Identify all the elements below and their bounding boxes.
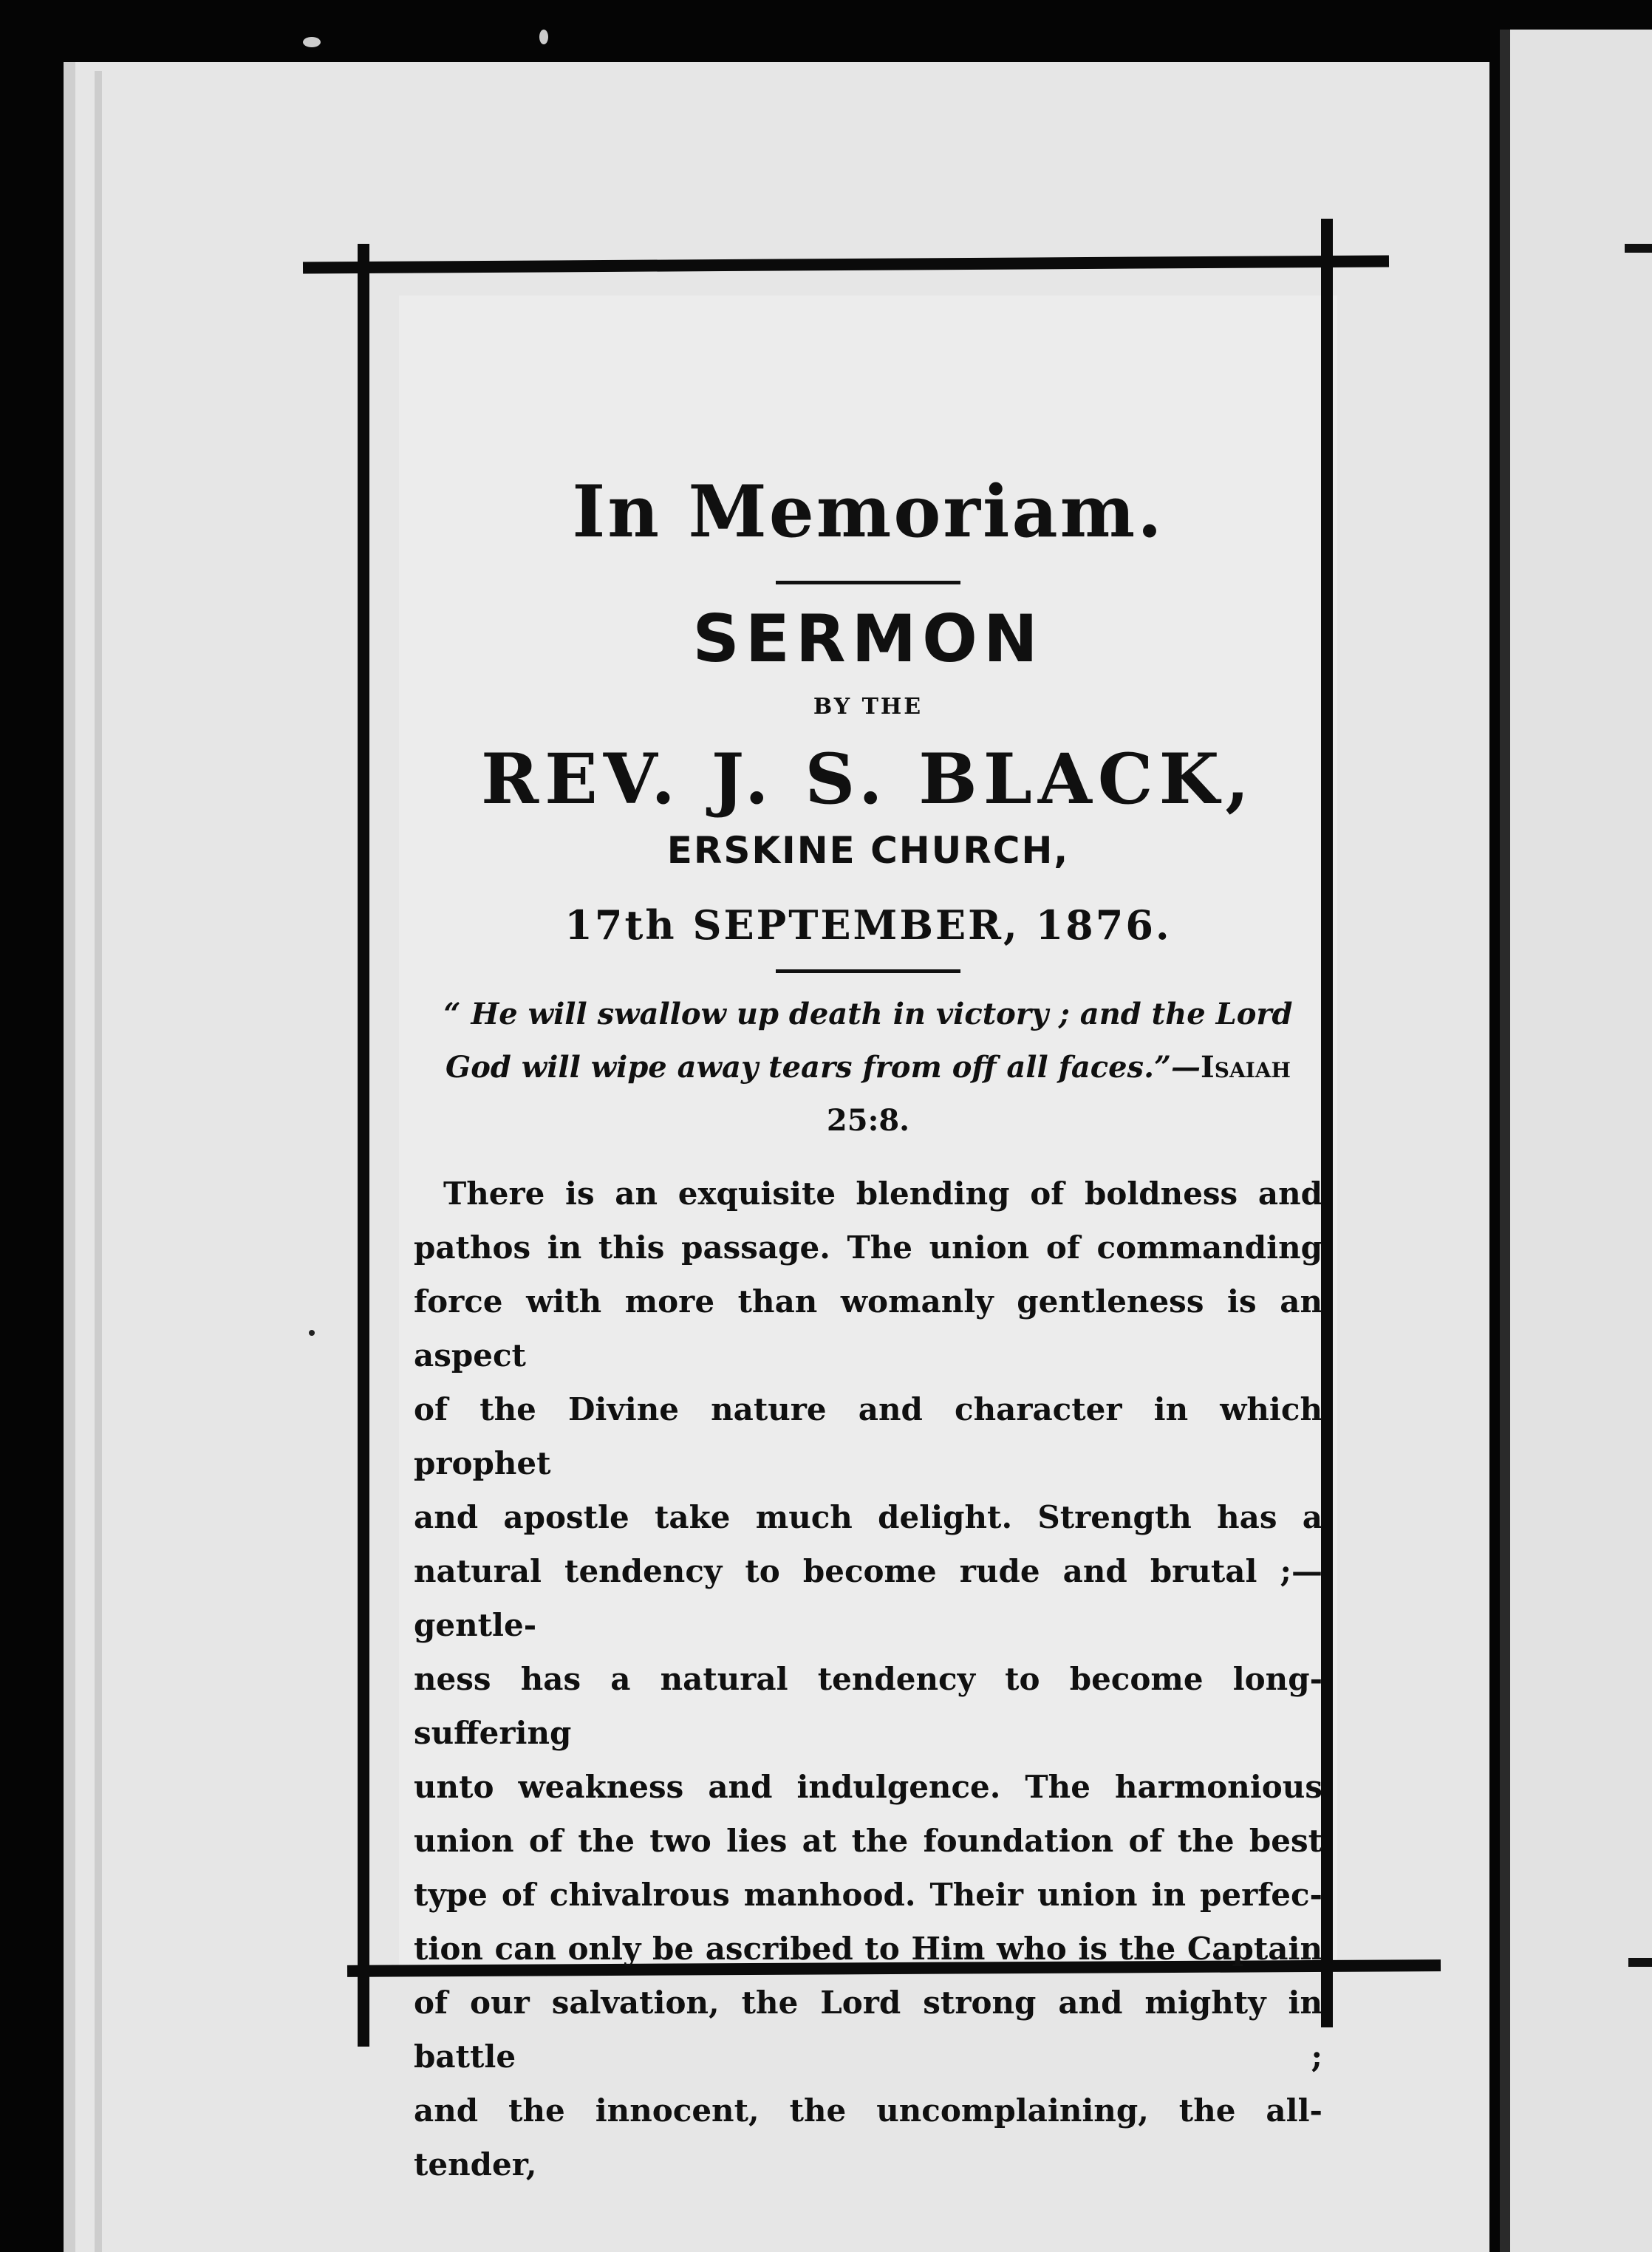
date-divider bbox=[776, 969, 960, 973]
sermon-body bbox=[414, 1167, 1322, 2191]
frame-rule-right bbox=[1321, 219, 1333, 2027]
sermon-date: 17th SEPTEMBER, 1876. bbox=[564, 901, 1172, 949]
epigraph-text: “ He will swallow up death in victory ; and the Lord God will wipe away tears from off all faces.”— bbox=[443, 996, 1293, 1085]
body-line: union of the two lies at the foundation of the best bbox=[414, 1822, 1322, 1859]
ink-speck bbox=[303, 37, 321, 47]
adjacent-page-mark bbox=[1628, 1958, 1652, 1967]
body-line: natural tendency to become rude and brutal ;—gentle- bbox=[414, 1552, 1322, 1643]
epigraph bbox=[418, 988, 1318, 1147]
memorial-sermon-text bbox=[414, 443, 1322, 2191]
body-line: ness has a natural tendency to become long-suffering bbox=[414, 1660, 1322, 1751]
sermon-title: SERMON bbox=[692, 600, 1044, 677]
epigraph-reference: Isaiah 25:8. bbox=[826, 1049, 1291, 1138]
body-line: and apostle take much delight. Strength has a bbox=[414, 1498, 1322, 1535]
ink-speck bbox=[539, 30, 548, 44]
body-line: tion can only be ascribed to Him who is the Captain bbox=[414, 1930, 1322, 1967]
body-line: force with more than womanly gentleness is an aspect bbox=[414, 1283, 1322, 1374]
page-fold-shadow bbox=[95, 71, 102, 2252]
body-line: There is an exquisite blending of boldness and bbox=[443, 1175, 1322, 1212]
body-line: pathos in this passage. The union of commanding bbox=[414, 1229, 1322, 1266]
memoriam-heading: In Memoriam. bbox=[572, 470, 1164, 553]
church-name: ERSKINE CHURCH, bbox=[666, 828, 1070, 872]
body-line: of our salvation, the Lord strong and mighty in battle ; bbox=[414, 1984, 1322, 2075]
by-line: BY THE bbox=[813, 694, 924, 720]
heading-divider bbox=[776, 581, 960, 584]
body-line: unto weakness and indulgence. The harmonious bbox=[414, 1768, 1322, 1805]
ink-speck bbox=[309, 1330, 315, 1336]
adjacent-page bbox=[1500, 30, 1652, 2252]
frame-rule-left bbox=[358, 244, 369, 2047]
preacher-name: REV. J. S. BLACK, bbox=[480, 739, 1256, 821]
body-line: and the innocent, the uncomplaining, the all-tender, bbox=[414, 2092, 1322, 2183]
body-line: of the Divine nature and character in which prophet bbox=[414, 1391, 1322, 1481]
body-line: type of chivalrous manhood. Their union in perfec- bbox=[414, 1876, 1322, 1913]
adjacent-page-mark bbox=[1625, 244, 1652, 253]
